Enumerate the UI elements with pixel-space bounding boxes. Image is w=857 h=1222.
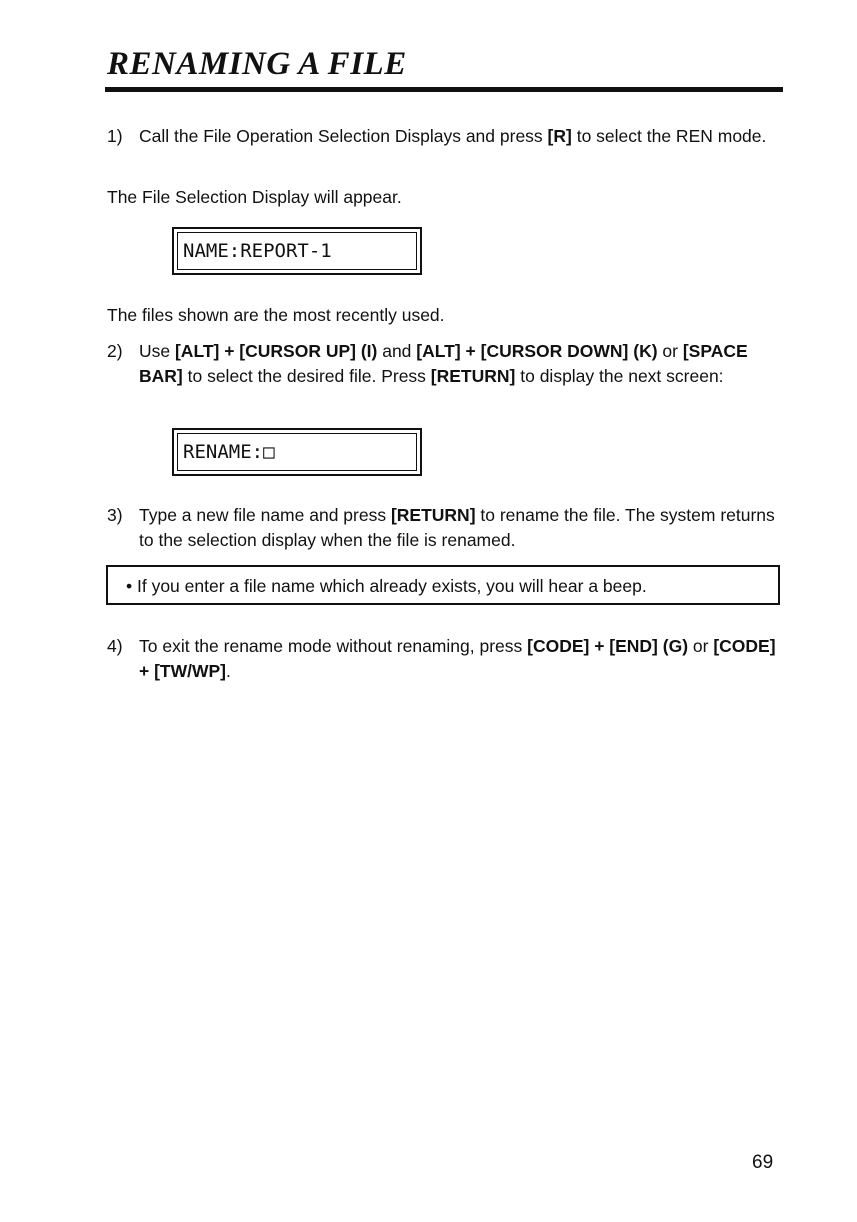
note-box <box>106 565 780 605</box>
step-text: Use <box>139 341 175 361</box>
selection-display-text: The File Selection Display will appear. <box>107 187 402 207</box>
title-underline <box>105 87 783 92</box>
step-text: or <box>688 636 714 656</box>
step-number: 4) <box>107 636 123 656</box>
step-number: 1) <box>107 126 123 146</box>
step-text: . <box>226 661 231 681</box>
step-text: to select the desired file. Press <box>182 366 431 386</box>
lcd-file-selection <box>172 227 422 275</box>
step-2 <box>107 339 783 389</box>
page-number: 69 <box>752 1152 774 1173</box>
key-label: [ALT] + [CURSOR DOWN] (K) <box>416 341 658 361</box>
step-1 <box>107 124 783 149</box>
lcd-text: RENAME:□ <box>183 441 275 463</box>
step-number: 2) <box>107 341 123 361</box>
step-text: Type a new file name and press <box>139 505 391 525</box>
note-text: • If you enter a file name which already exists, you will hear a beep. <box>126 576 647 596</box>
key-label: [CODE] + [END] (G) <box>527 636 689 656</box>
key-label: [CODE] + [TW/WP] <box>139 636 776 681</box>
key-label: [ALT] + [CURSOR UP] (I) <box>174 341 378 361</box>
lcd-rename <box>172 428 422 476</box>
step-text: to select the REN mode. <box>571 126 767 146</box>
recent-files-text: The files shown are the most recently used. <box>107 305 445 325</box>
key-label: [R] <box>547 126 572 146</box>
step-3 <box>107 503 783 553</box>
step-text: Call the File Operation Selection Displays and press <box>139 126 548 146</box>
page-title: RENAMING A FILE <box>107 46 407 82</box>
key-label: [RETURN] <box>430 366 516 386</box>
step-text: or <box>657 341 683 361</box>
step-text: to rename the file. The system returns to the selection display when the file is renamed. <box>139 505 775 550</box>
lcd-text: NAME:REPORT-1 <box>183 240 332 262</box>
step-text: to display the next screen: <box>515 366 724 386</box>
step-text: To exit the rename mode without renaming, press <box>139 636 528 656</box>
key-label: [RETURN] <box>390 505 476 525</box>
step-text: and <box>377 341 417 361</box>
step-number: 3) <box>107 505 123 525</box>
key-label: [SPACE BAR] <box>139 341 748 386</box>
step-4 <box>107 634 783 684</box>
